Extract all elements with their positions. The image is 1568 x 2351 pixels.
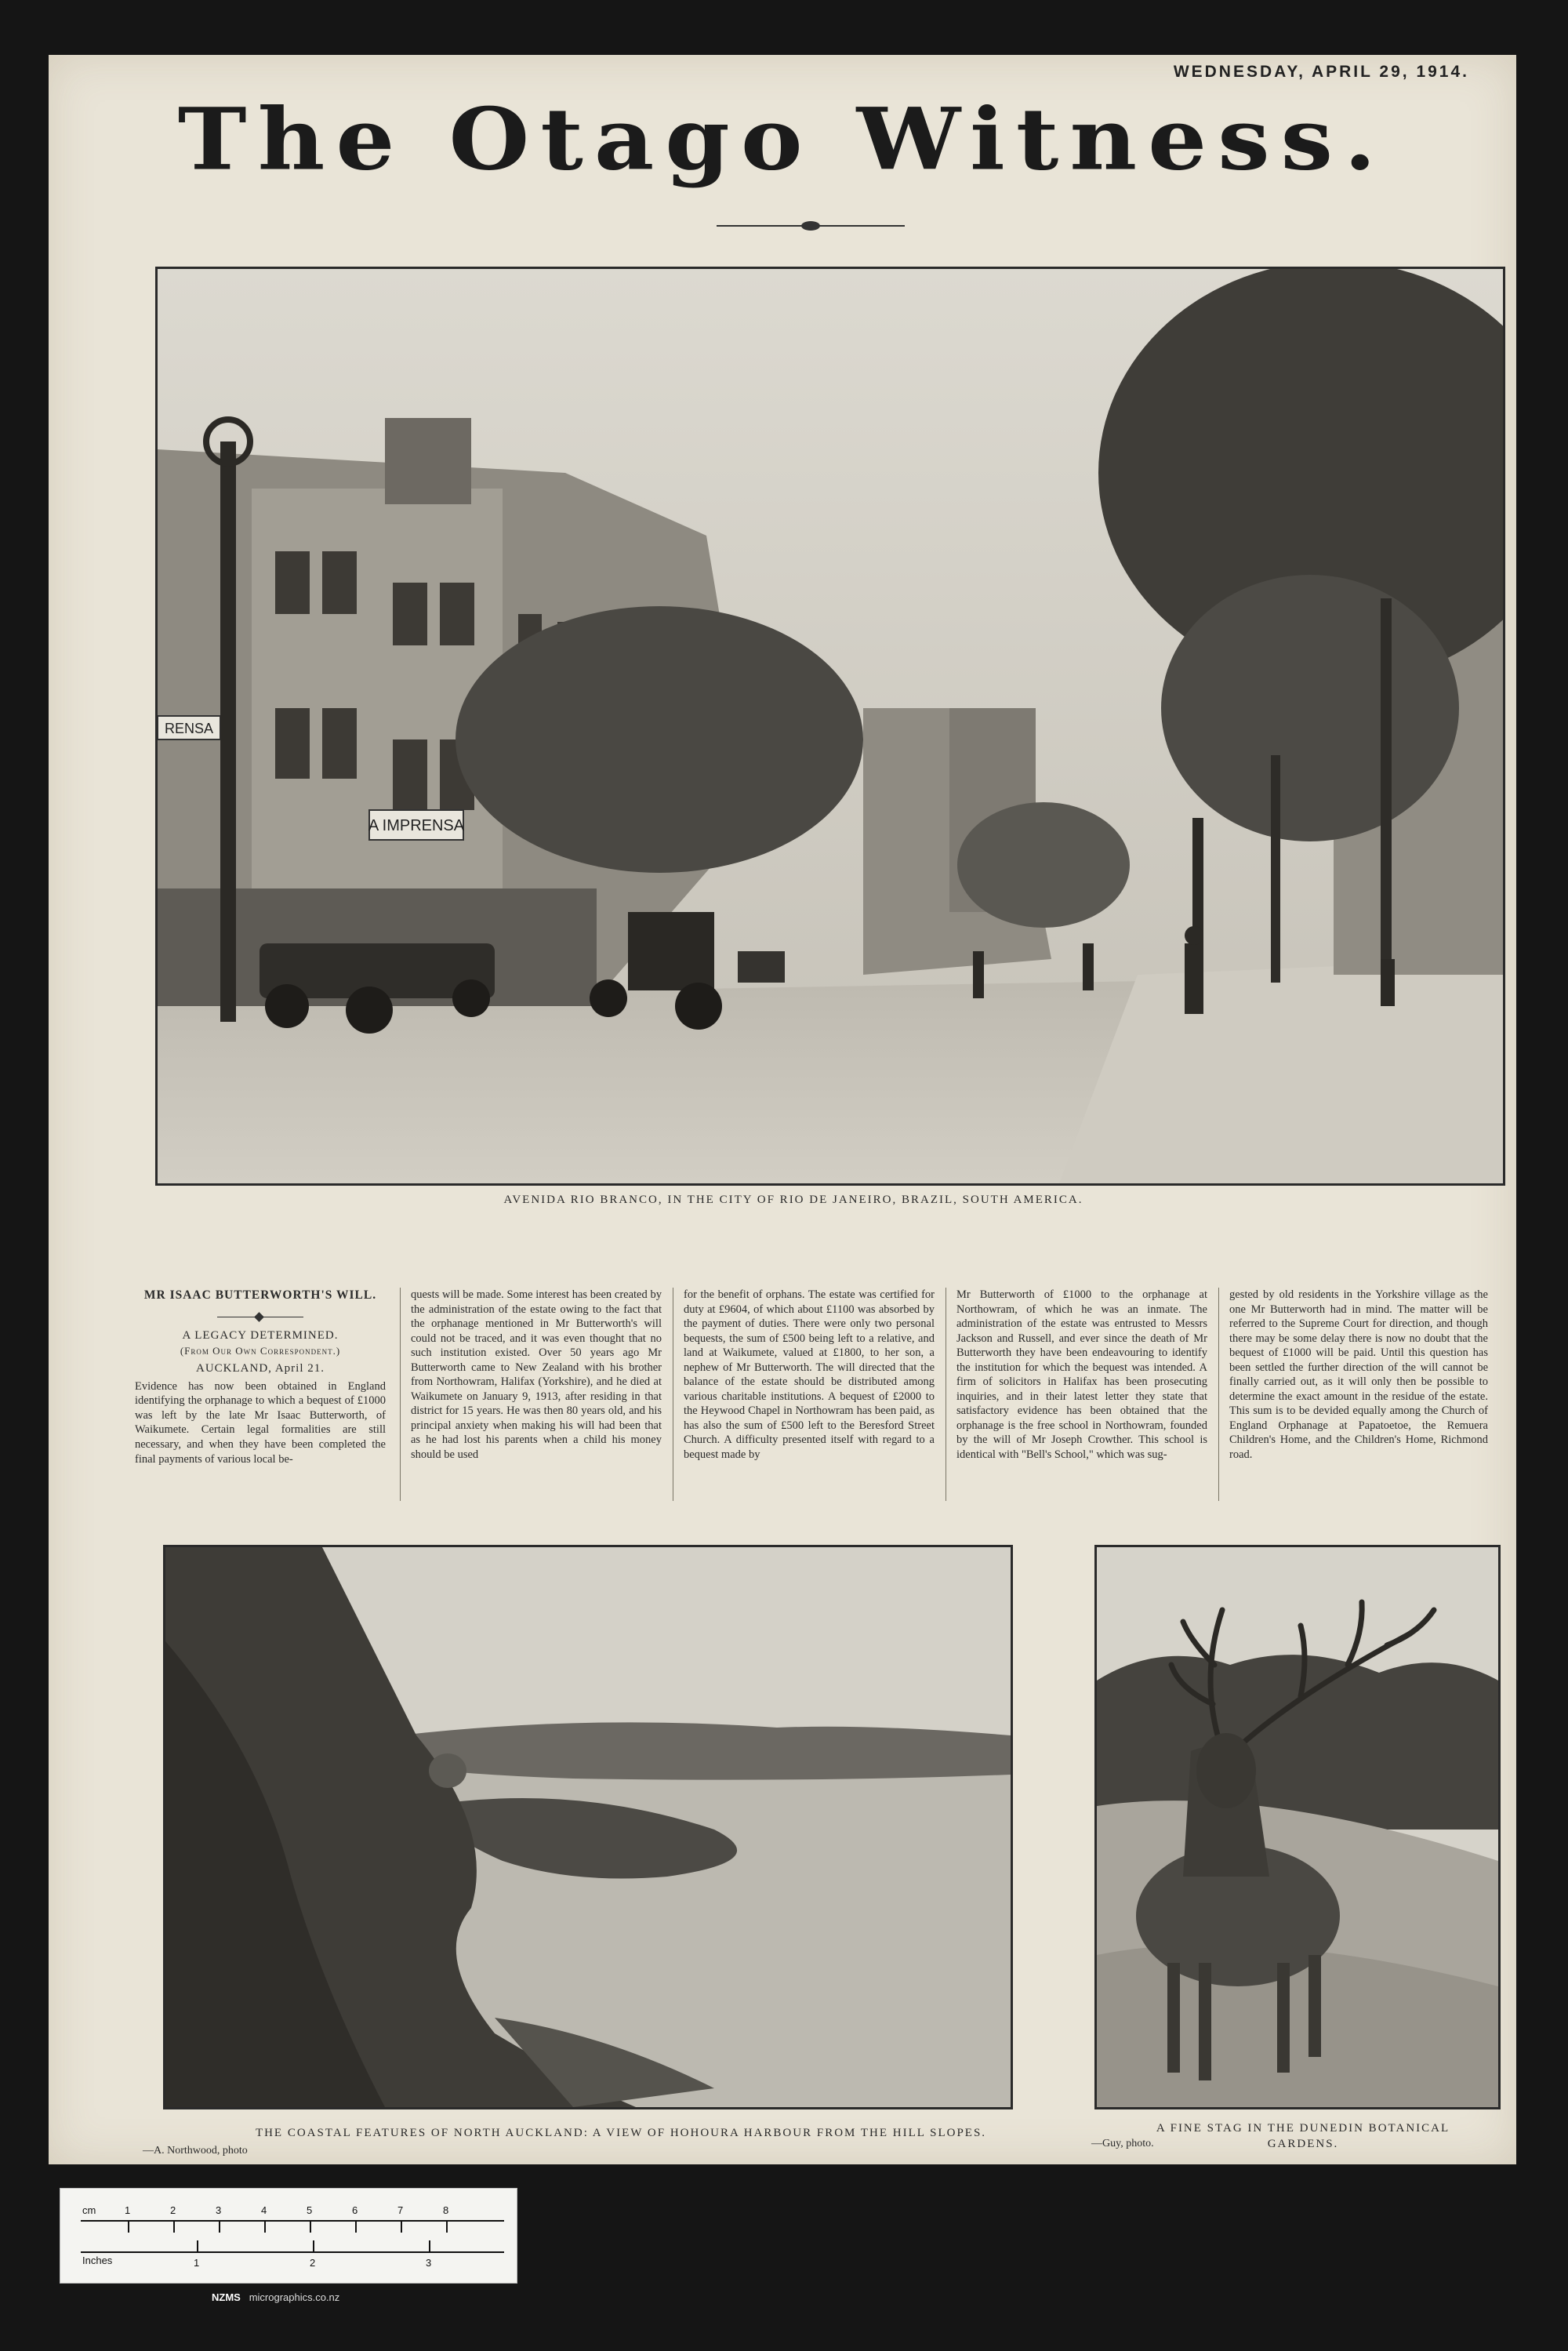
inch-number: 3 [426, 2257, 432, 2269]
cm-label: cm [82, 2204, 96, 2216]
inches-label: Inches [82, 2255, 113, 2266]
article-column-5 [1229, 1288, 1488, 1463]
masthead-ornament [717, 220, 905, 232]
rio-street-illustration [158, 269, 1503, 1183]
footer-org: NZMS [212, 2291, 241, 2303]
article-column-3 [684, 1288, 935, 1463]
imprensa-sign: A IMPRENSA [368, 817, 465, 834]
cm-number: 1 [125, 2204, 131, 2216]
harbour-illustration [165, 1547, 1011, 2107]
article-text: quests will be made. Some interest has been created by the administration of the estate owing to the fact that the orphanage mentioned in Mr Butterworth's will could not be traced, and it was even thought that no such institution existed. Over 50 years ago Mr Butterworth came to New Zealand with his brother from Northowram, Halifax (Yorkshire), and he died at Waikumete on January 9, 1913, after residing in that district for 15 years. He was then 80 years old, and his principal anxiety when making his will had been that as he had lost his parents when a child his money should be used [411, 1288, 662, 1462]
issue-date: WEDNESDAY, APRIL 29, 1914. [1173, 63, 1469, 81]
article-subhead: A LEGACY DETERMINED. [182, 1328, 339, 1342]
scan-footer [212, 2291, 339, 2303]
rio-street-photo [155, 267, 1505, 1186]
cm-number: 5 [307, 2204, 313, 2216]
rensa-sign: RENSA [164, 721, 214, 736]
cm-number: 8 [443, 2204, 449, 2216]
column-rule [1218, 1288, 1219, 1501]
article-column-4 [956, 1288, 1207, 1463]
column-rule [400, 1288, 401, 1501]
cm-number: 6 [352, 2204, 358, 2216]
article-text: Evidence has now been obtained in England identifying the orphanage to which a bequest of £1000 was left by the late Mr Isaac Butterworth, of Waikumete. Certain legal formalities are still necessary, and when they have been completed the final payments of various local be- [135, 1379, 386, 1466]
footer-site: micrographics.co.nz [249, 2291, 340, 2303]
scale-bar [60, 2188, 517, 2284]
article-column-2 [411, 1288, 662, 1463]
article-dateline: AUCKLAND, April 21. [196, 1361, 325, 1375]
newspaper-page [49, 55, 1516, 2164]
article-column-1 [135, 1288, 386, 1466]
harbour-photo [163, 1545, 1013, 2109]
article-text: gested by old residents in the Yorkshire village as the one Mr Butterworth had in mind. The matter will be referred to the Supreme Court for direction, and though there may be some delay there is now no doubt that the bequest of £1000 will be paid. Until this question has been settled the further direction of the will cannot be finally carried out, as it will only then be possible to determine the exact amount in the residue of the estate. This sum is to be devided equally among the Church of England Orphanage at Papatoetoe, the Remuera Children's Home, and the Children's Home, Richmond road. [1229, 1288, 1488, 1462]
inch-number: 2 [310, 2257, 316, 2269]
stag-photo [1094, 1545, 1501, 2109]
cm-number: 2 [170, 2204, 176, 2216]
rio-photo-caption: AVENIDA RIO BRANCO, IN THE CITY OF RIO DE JANEIRO, BRAZIL, SOUTH AMERICA. [503, 1194, 1083, 1206]
stag-illustration [1097, 1547, 1498, 2107]
stag-photo-caption: A FINE STAG IN THE DUNEDIN BOTANICAL GARDENS. [1156, 2122, 1450, 2151]
harbour-photo-caption: THE COASTAL FEATURES OF NORTH AUCKLAND: A VIEW OF HOHOURA HARBOUR FROM THE HILL SLOPES. [255, 2127, 987, 2139]
cm-number: 3 [216, 2204, 222, 2216]
harbour-photo-credit: —A. Northwood, photo [143, 2145, 248, 2157]
stag-photo-credit: —Guy, photo. [1091, 2138, 1154, 2149]
cm-number: 4 [261, 2204, 267, 2216]
article-text: Mr Butterworth of £1000 to the orphanage at Northowram, of which he was an inmate. The administration of the estate was entrusted to Messrs Jackson and Russell, and ever since the death of Mr Butterworth they have been endeavouring to identify the institution for which the bequest was intended. A firm of solicitors in Halifax has been prosecuting inquiries, and in their latest letter they state that satisfactory evidence has been obtained that the orphanage is the free school in Northowram, founded by the will of Mr Joseph Crowther. This school is identical with "Bell's School," which was sug- [956, 1288, 1207, 1462]
article-text: for the benefit of orphans. The estate was certified for duty at £9604, of which about £1100 was absorbed by the payment of duties. There were only two personal bequests, the sum of £500 being left to a relative, and land at Waikumete, valued at £1800, to her son, a nephew of Mr Butterworth. The will directed that the balance of the estate should be distributed among various charitable institutions. A bequest of £2000 to the Heywood Chapel in Northowram has been paid, as has also the sum of £500 left to the Beresford Street Church. A difficulty presented itself with regard to a bequest made by [684, 1288, 935, 1462]
inch-number: 1 [194, 2257, 200, 2269]
cm-number: 7 [397, 2204, 404, 2216]
article-headline: MR ISAAC BUTTERWORTH'S WILL. [143, 1288, 377, 1302]
article-source: (From Our Own Correspondent.) [180, 1345, 341, 1357]
headline-divider [217, 1313, 303, 1322]
masthead-title: The Otago Witness. [177, 89, 1388, 190]
